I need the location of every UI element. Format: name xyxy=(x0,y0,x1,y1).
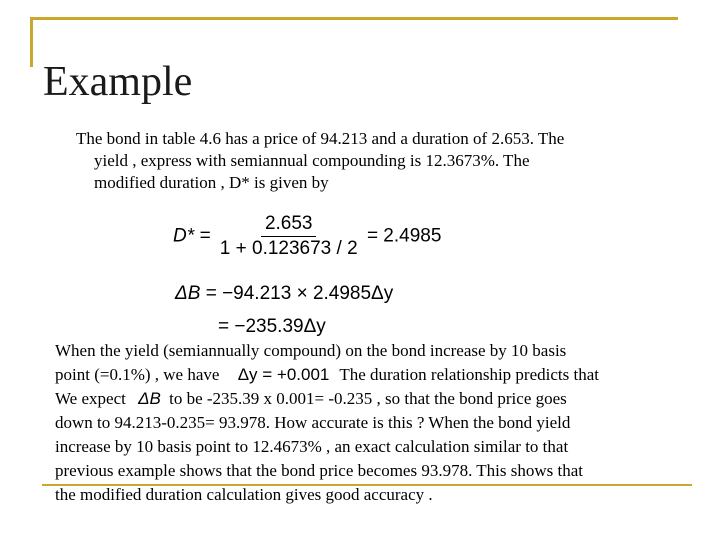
top-accent-line xyxy=(30,17,678,20)
body-line-2-text-b: The duration relationship predicts that xyxy=(339,365,599,384)
body-line-4: down to 94.213-0.235= 93.978. How accurate is this ? When the bond yield xyxy=(55,413,571,432)
body-paragraph xyxy=(55,339,695,507)
body-line-6: previous example shows that the bond price becomes 93.978. This shows that xyxy=(55,461,584,480)
eq1-result: = 2.4985 xyxy=(366,225,442,247)
price-change-equation xyxy=(175,283,393,305)
body-line-5: increase by 10 basis point to 12.4673% , an exact calculation similar to that xyxy=(55,437,569,456)
body-line-3-text-b: to be -235.39 x 0.001= -0.235 , so that the bond price goes xyxy=(169,389,567,408)
delta-y-inline-math: Δy = +0.001 xyxy=(237,365,330,384)
intro-line-1: The bond in table 4.6 has a price of 94.213 and a duration of 2.653. The xyxy=(76,129,565,148)
eq2-rhs: = −94.213 × 2.4985Δy xyxy=(205,283,394,304)
modified-duration-equation xyxy=(173,213,441,260)
eq1-fraction xyxy=(216,213,362,260)
body-line-1: When the yield (semiannually compound) on the bond increase by 10 basis xyxy=(55,341,567,360)
eq1-denominator: 1 + 0.123673 / 2 xyxy=(219,238,358,259)
eq2-lhs: ΔB xyxy=(175,283,201,304)
body-line-2-text-a: point (=0.1%) , we have xyxy=(55,365,220,384)
delta-b-inline-math: ΔB xyxy=(138,389,161,408)
body-line-7: the modified duration calculation gives good accuracy . xyxy=(55,485,433,504)
slide-title: Example xyxy=(43,59,193,105)
body-line-3-text-a: We expect xyxy=(55,389,126,408)
eq3-rhs: = −235.39Δy xyxy=(218,316,326,337)
left-accent-line xyxy=(30,17,33,67)
price-change-result-equation xyxy=(218,316,326,338)
body-line-3 xyxy=(55,387,695,411)
intro-line-2: yield , express with semiannual compounding is 12.3673%. The xyxy=(94,151,530,170)
eq1-lhs: D* = xyxy=(173,225,211,247)
intro-paragraph xyxy=(76,128,676,194)
body-line-2 xyxy=(55,363,695,387)
eq1-numerator: 2.653 xyxy=(261,213,317,237)
intro-line-3: modified duration , D* is given by xyxy=(94,173,329,192)
